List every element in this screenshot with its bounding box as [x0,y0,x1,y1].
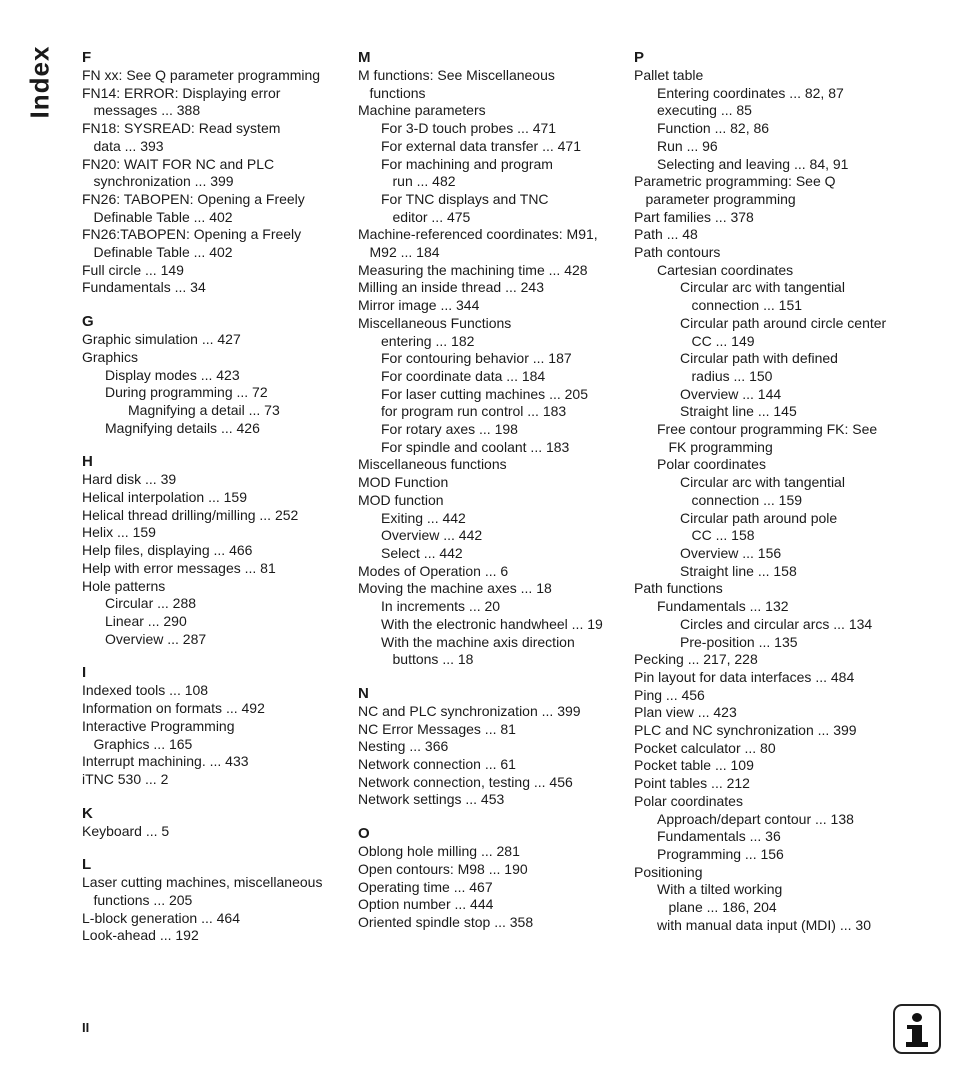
index-entry: Open contours: M98 ... 190 [358,860,528,877]
index-entry: Machine-referenced coordinates: M91, [358,226,598,243]
index-entry: data ... 393 [93,137,164,154]
index-entry: Circular path around pole [680,509,838,526]
index-entry: Fundamentals ... 36 [657,828,781,845]
index-entry: For machining and program [381,155,553,172]
index-entry: Overview ... 156 [680,544,782,561]
index-entry: Magnifying details ... 426 [105,419,260,436]
index-entry: editor ... 475 [392,208,471,225]
index-entry: M functions: See Miscellaneous [358,67,555,83]
index-entry: with manual data input (MDI) ... 30 [657,916,871,933]
index-entry: Definable Table ... 402 [93,244,233,261]
index-entry: For external data transfer ... 471 [381,137,581,154]
index-entry: Point tables ... 212 [634,775,750,792]
index-entry: Overview ... 287 [105,630,207,647]
index-entry: Free contour programming FK: See [657,421,878,438]
index-entry: CC ... 149 [691,332,755,349]
index-entry: Part families ... 378 [634,208,754,225]
index-entry: For spindle and coolant ... 183 [381,438,570,455]
index-entry: Pin layout for data interfaces ... 484 [634,668,855,685]
index-entry: M92 ... 184 [369,244,440,261]
index-entry: Pre-position ... 135 [680,633,798,650]
index-entry: Ping ... 456 [634,686,705,703]
index-entry: Milling an inside thread ... 243 [358,279,544,296]
index-entry: Nesting ... 366 [358,738,449,755]
index-section-o [358,825,628,932]
index-section-m [358,49,628,669]
index-entry: Miscellaneous Functions [358,314,512,331]
index-entry: Helical thread drilling/milling ... 252 [82,506,299,523]
index-entry: parameter programming [645,190,796,207]
index-entry: Pecking ... 217, 228 [634,651,758,668]
index-entry: messages ... 388 [93,102,201,119]
index-column-2 [358,49,628,932]
section-letter: H [82,453,93,471]
index-entry: Look-ahead ... 192 [82,927,199,944]
index-entry: FK programming [668,438,773,455]
index-entry: For rotary axes ... 198 [381,421,518,438]
index-entry: Help with error messages ... 81 [82,559,276,576]
index-entry: Mirror image ... 344 [358,297,480,314]
index-entry: Oriented spindle stop ... 358 [358,913,534,930]
index-section-k [82,805,352,841]
index-column-3 [634,49,904,934]
index-entry: Polar coordinates [657,456,766,473]
index-entry: Graphic simulation ... 427 [82,331,241,348]
index-entry: Full circle ... 149 [82,261,184,278]
index-entry: Select ... 442 [381,544,463,561]
index-entry: Information on formats ... 492 [82,700,265,717]
index-entry: With the machine axis direction [381,633,575,650]
index-entry: L-block generation ... 464 [82,909,240,926]
index-entry: executing ... 85 [657,102,752,119]
index-section-l [82,856,352,945]
index-entry: Graphics [82,348,139,365]
index-entry: Circular path with defined [680,350,838,367]
index-entry: Helical interpolation ... 159 [82,489,247,506]
index-entry: Programming ... 156 [657,845,784,862]
index-entry: run ... 482 [392,173,456,190]
index-entry: Keyboard ... 5 [82,822,170,839]
index-side-title [18,44,62,124]
index-section-h [82,453,352,648]
index-entry: Measuring the machining time ... 428 [358,261,588,278]
index-entry: Path contours [634,244,721,261]
index-entry: Overview ... 144 [680,385,782,402]
index-entry: Graphics ... 165 [93,735,193,752]
index-entry: With a tilted working [657,881,783,898]
index-entry: iTNC 530 ... 2 [82,770,169,787]
index-entry: Pallet table [634,67,704,83]
index-entry: Help files, displaying ... 466 [82,542,253,559]
index-section-n [358,685,628,809]
index-entry: Pocket calculator ... 80 [634,739,776,756]
index-entry: Path ... 48 [634,226,698,243]
index-entry: Network settings ... 453 [358,791,505,808]
index-entry: Display modes ... 423 [105,366,240,383]
index-entry: PLC and NC synchronization ... 399 [634,722,857,739]
index-entry: synchronization ... 399 [93,173,234,190]
index-entry: Straight line ... 145 [680,403,797,420]
index-entry: functions ... 205 [93,892,193,909]
index-entry: For contouring behavior ... 187 [381,350,572,367]
index-entry: Interactive Programming [82,717,235,734]
index-entry: Oblong hole milling ... 281 [358,843,520,860]
index-entry: Helix ... 159 [82,524,156,541]
index-entry: Exiting ... 442 [381,509,466,526]
section-letter: N [358,684,369,702]
index-entry: FN20: WAIT FOR NC and PLC [82,155,275,172]
index-entry: connection ... 159 [691,491,803,508]
index-entry: Approach/depart contour ... 138 [657,810,854,827]
index-entry: Magnifying a detail ... 73 [128,401,280,418]
index-section-i [82,664,352,788]
index-entry: MOD Function [358,474,449,491]
index-entry: Circles and circular arcs ... 134 [680,615,873,632]
index-entry: Hole patterns [82,577,166,594]
index-entry: CC ... 158 [691,527,755,544]
index-entry: Indexed tools ... 108 [82,682,209,699]
index-entry: For TNC displays and TNC [381,190,549,207]
index-entry: Circular arc with tangential [680,474,845,491]
section-letter: I [82,664,87,682]
index-entry: With the electronic handwheel ... 19 [381,615,603,632]
index-entry: Path functions [634,580,723,597]
index-section-p [634,49,904,934]
index-entry: For 3-D touch probes ... 471 [381,120,557,137]
index-entry: Circular arc with tangential [680,279,845,296]
index-entry: functions [369,84,426,101]
index-entry: NC Error Messages ... 81 [358,720,516,737]
index-entry: buttons ... 18 [392,651,474,668]
index-entry: Modes of Operation ... 6 [358,562,509,579]
index-entry: Circular path around circle center [680,314,887,331]
section-letter: K [82,804,93,822]
index-entry: Parametric programming: See Q [634,173,836,190]
index-entry: Option number ... 444 [358,896,494,913]
index-entry: Moving the machine axes ... 18 [358,580,552,597]
index-entry: FN26:TABOPEN: Opening a Freely [82,226,302,243]
index-entry: For laser cutting machines ... 205 [381,385,588,402]
index-entry: Overview ... 442 [381,527,483,544]
section-letter: O [358,825,370,843]
index-entry: for program run control ... 183 [381,403,567,420]
index-entry: Network connection, testing ... 456 [358,773,573,790]
index-section-f [82,49,352,297]
index-entry: Miscellaneous functions [358,456,507,473]
index-entry: MOD function [358,491,444,508]
index-entry: NC and PLC synchronization ... 399 [358,702,581,719]
index-entry: radius ... 150 [691,367,773,384]
section-letter: F [82,49,92,66]
index-entry: Plan view ... 423 [634,704,737,721]
index-entry: Laser cutting machines, miscellaneous [82,874,323,891]
index-entry: Linear ... 290 [105,612,187,629]
index-entry: Fundamentals ... 132 [657,598,789,615]
index-entry: FN18: SYSREAD: Read system [82,120,281,137]
index-entry: Fundamentals ... 34 [82,279,206,296]
index-column-1 [82,49,352,945]
index-entry: FN14: ERROR: Displaying error [82,84,281,101]
index-entry: Operating time ... 467 [358,878,493,895]
index-entry: Network connection ... 61 [358,756,516,773]
index-entry: In increments ... 20 [381,598,501,615]
index-entry: Interrupt machining. ... 433 [82,753,249,770]
index-entry: Circular ... 288 [105,595,197,612]
index-entry: Machine parameters [358,102,486,119]
index-entry: Definable Table ... 402 [93,208,233,225]
section-letter: P [634,49,645,66]
index-entry: Hard disk ... 39 [82,471,177,488]
index-entry: During programming ... 72 [105,384,268,401]
index-section-g [82,313,352,437]
index-entry: entering ... 182 [381,332,475,349]
section-letter: M [358,49,371,66]
index-entry: Polar coordinates [634,792,743,809]
section-letter: L [82,856,92,874]
page-number: II [82,1020,90,1035]
index-entry: FN26: TABOPEN: Opening a Freely [82,190,305,207]
index-entry: For coordinate data ... 184 [381,367,546,384]
index-entry: Run ... 96 [657,137,718,154]
index-entry: Function ... 82, 86 [657,120,770,137]
index-entry: Entering coordinates ... 82, 87 [657,84,844,101]
index-entry: Selecting and leaving ... 84, 91 [657,155,849,172]
index-entry: FN xx: See Q parameter programming [82,67,321,83]
index-entry: connection ... 151 [691,297,803,314]
index-entry: Positioning [634,863,703,880]
info-icon [893,1004,941,1054]
section-letter: G [82,313,94,331]
index-entry: Pocket table ... 109 [634,757,754,774]
index-entry: plane ... 186, 204 [668,899,777,916]
index-entry: Cartesian coordinates [657,261,794,278]
index-entry: Straight line ... 158 [680,562,797,579]
index-title-text: Index [24,45,55,119]
